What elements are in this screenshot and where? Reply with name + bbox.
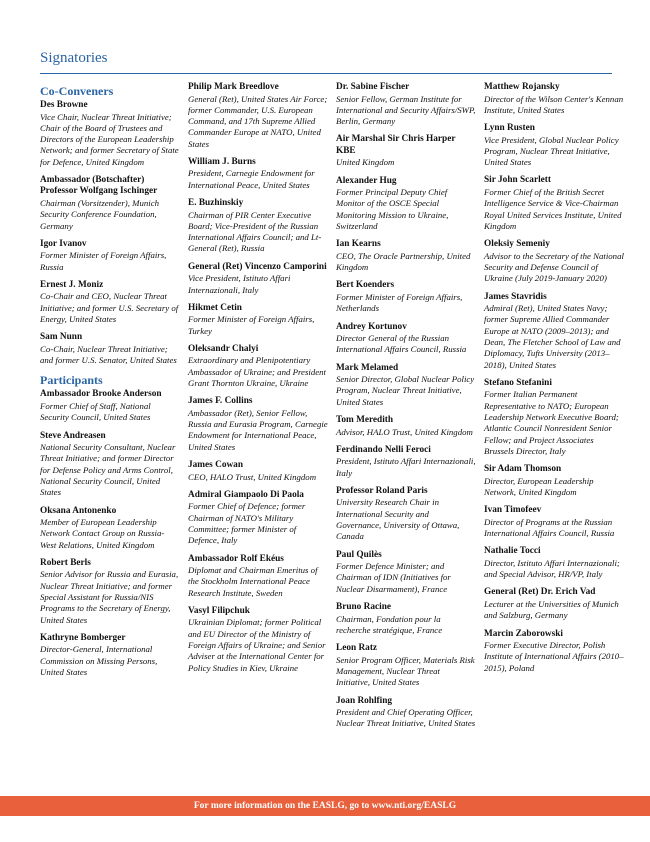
column-1 — [40, 82, 180, 685]
signatory-affiliation: Senior Fellow, German Institute for International and Security Affairs/SWP, Berlin, Germany — [336, 93, 476, 127]
signatory-name: Ambassador Rolf Ekéus — [188, 553, 284, 564]
signatory-name: Robert Berls — [40, 557, 91, 568]
page-title: Signatories — [40, 50, 108, 66]
signatory-entry — [484, 464, 624, 498]
signatory-entry — [188, 262, 328, 296]
signatory-name: Ian Kearns — [336, 239, 381, 250]
signatory-name: Steve Andreasen — [40, 430, 106, 441]
participants-list — [336, 82, 476, 730]
signatory-affiliation: CEO, HALO Trust, United Kingdom — [188, 471, 317, 482]
signatory-entry — [188, 344, 328, 389]
signatory-entry — [188, 460, 328, 483]
signatory-name: Ambassador Brooke Anderson — [40, 389, 162, 400]
signatory-entry — [484, 505, 624, 539]
signatory-affiliation: Chairman, Fondation pour la recherche stratégique, France — [336, 613, 443, 635]
signatory-name: James Cowan — [188, 460, 244, 471]
participants-list — [484, 82, 624, 674]
signatory-entry — [188, 490, 328, 547]
signatory-affiliation: Former Principal Deputy Chief Monitor of the OSCE Special Monitoring Mission to Ukraine, Switzerland — [336, 187, 449, 232]
signatory-affiliation: Former Chief of Staff, National Security Council, United States — [40, 400, 151, 423]
signatory-affiliation: Advisor, HALO Trust, United Kingdom — [336, 426, 473, 437]
signatory-entry — [188, 554, 328, 599]
signatory-name: Andrey Kortunov — [336, 321, 407, 332]
participants-list — [40, 389, 180, 678]
signatory-entry — [484, 629, 624, 674]
signatory-affiliation: Co-Chair, Nuclear Threat Initiative; and former U.S. Senator, United States — [40, 343, 177, 366]
signatory-affiliation: Vice President, Global Nuclear Policy Program, Nuclear Threat Initiative, United States — [484, 134, 619, 168]
signatory-name: Oksana Antonenko — [40, 505, 117, 516]
signatory-entry — [484, 292, 624, 371]
signatory-name: General (Ret) Vincenzo Camporini — [188, 261, 327, 272]
signatory-affiliation: Senior Program Officer, Materials Risk Management, Nuclear Threat Initiative, United States — [336, 654, 475, 688]
signatory-entry — [40, 280, 180, 325]
signatory-name: Oleksandr Chalyi — [188, 343, 259, 354]
signatory-name: Mark Melamed — [336, 362, 399, 373]
signatory-name: Philip Mark Breedlove — [188, 82, 279, 92]
signatory-affiliation: Advisor to the Secretary of the National Security and Defense Council of Ukraine (July 2019-January 2020) — [484, 250, 624, 284]
signatory-affiliation: Director of the Wilson Center's Kennan Institute, United States — [484, 93, 624, 115]
signatory-name: Matthew Rojansky — [484, 82, 560, 92]
signatory-affiliation: Chairman of PIR Center Executive Board; Vice-President of the Russian International Affairs Council; and Lt-General (Ret), Russia — [188, 209, 322, 254]
signatory-entry — [336, 415, 476, 438]
signatory-affiliation: Former Minister of Foreign Affairs, Netherlands — [336, 291, 463, 314]
signatory-affiliation: Former Executive Director, Polish Institute of International Affairs (2010–2015), Poland — [484, 640, 624, 673]
signatory-name: Ernest J. Moniz — [40, 279, 104, 290]
signatory-affiliation: CEO, The Oracle Partnership, United Kingdom — [336, 250, 471, 273]
column-3 — [336, 82, 476, 737]
signatory-entry — [188, 82, 328, 150]
signatory-affiliation: Former Chief of the British Secret Intelligence Service & Vice-Chairman Royal United Services Institute, United Kingdom — [484, 186, 622, 231]
signatory-affiliation: Former Italian Permanent Representative to NATO; European Leadership Network Executive Board; Atlantic Council Nonresident Senior Fellow; and Project Associates Brussels Director, Italy — [484, 389, 619, 456]
participants-heading: Participants — [40, 373, 103, 388]
signatory-affiliation: Admiral (Ret), United States Navy; former Supreme Allied Commander Europe at NATO (2009–2013); and Dean, The Fletcher School of Law and Diplomacy, Tufts University (2013–2018), United States — [484, 303, 621, 370]
signatory-entry — [336, 134, 476, 168]
signatory-affiliation: Senior Advisor for Russia and Eurasia, Nuclear Threat Initiative; and former Special Assistant for Russia/NIS Programs to the Secretary of Energy, United States — [40, 569, 179, 625]
signatory-affiliation: President, Istituto Affari Internazionali, Italy — [336, 456, 476, 478]
signatory-name: Sir John Scarlett — [484, 175, 551, 186]
signatory-entry — [40, 175, 180, 232]
signatory-entry — [40, 332, 180, 366]
signatory-name: James F. Collins — [188, 396, 253, 407]
co-conveners-heading: Co-Conveners — [40, 84, 114, 98]
signatory-name: Joan Rohlfing — [336, 695, 393, 706]
signatory-affiliation: Former Minister of Foreign Affairs, Turkey — [188, 314, 315, 336]
signatory-name: Hikmet Cetin — [188, 302, 242, 313]
signatory-name: Kathryne Bomberger — [40, 632, 126, 643]
signatory-affiliation: United Kingdom — [336, 157, 395, 168]
footer-banner: For more information on the EASLG, go to www.nti.org/EASLG — [0, 796, 650, 816]
signatory-entry — [336, 602, 476, 636]
signatory-entry — [336, 643, 476, 688]
signatory-affiliation: Lecturer at the Universities of Munich and Salzburg, Germany — [484, 598, 619, 621]
signatory-name: Alexander Hug — [336, 175, 397, 186]
signatory-name: E. Buzhinskiy — [188, 198, 244, 209]
signatory-entry — [484, 123, 624, 168]
signatory-affiliation: Ambassador (Ret), Senior Fellow, Russia and Eurasia Program, Carnegie Endowment for International Peace, United States — [188, 407, 328, 452]
signatory-name: Paul Quilès — [336, 549, 382, 560]
signatory-affiliation: General (Ret), United States Air Force; former Commander, U.S. European Command, and 17th Supreme Allied Commander Europe at NATO, United States — [188, 93, 328, 149]
signatory-name: Marcin Zaborowski — [484, 628, 563, 639]
signatory-entry — [336, 696, 476, 730]
signatory-affiliation: Vice Chair, Nuclear Threat Initiative; Chair of the Board of Trustees and Directors of the European Leadership Network; and former Secretary of State for Defence, United Kingdom — [40, 111, 179, 167]
signatory-name: Stefano Stefanini — [484, 377, 552, 388]
signatory-name: James Stavridis — [484, 291, 547, 302]
signatory-entry — [40, 633, 180, 678]
signatory-name: General (Ret) Dr. Erich Vad — [484, 587, 596, 598]
signatory-affiliation: University Research Chair in International Security and Governance, University of Ottawa, Canada — [336, 497, 460, 542]
signatory-name: Ambassador (Botschafter) Professor Wolfgang Ischinger — [40, 174, 158, 197]
co-conveners-list — [40, 100, 180, 366]
signatory-name: Ivan Timofeev — [484, 505, 542, 516]
column-4 — [484, 82, 624, 681]
signatory-entry — [40, 558, 180, 626]
signatory-name: Bert Koenders — [336, 280, 395, 291]
signatory-entry — [484, 546, 624, 580]
signatory-entry — [336, 322, 476, 356]
signatory-affiliation: Diplomat and Chairman Emeritus of the Stockholm International Peace Research Institute, Sweden — [188, 565, 318, 598]
signatory-affiliation: Co-Chair and CEO, Nuclear Threat Initiative; and former U.S. Secretary of Energy, United States — [40, 291, 179, 325]
signatory-entry — [336, 445, 476, 479]
signatory-affiliation: Member of European Leadership Network Contact Group on Russia-West Relations, United Kingdom — [40, 517, 165, 550]
signatory-entry — [484, 378, 624, 457]
signatory-affiliation: Former Minister of Foreign Affairs, Russia — [40, 250, 167, 272]
signatory-entry — [40, 506, 180, 551]
signatory-affiliation: Director-General, International Commission on Missing Persons, United States — [40, 644, 158, 677]
signatory-name: Leon Ratz — [336, 643, 378, 654]
signatory-name: Air Marshal Sir Chris Harper KBE — [336, 134, 456, 156]
signatory-entry — [336, 550, 476, 595]
signatory-entry — [336, 486, 476, 543]
signatory-name: Nathalie Tocci — [484, 546, 541, 557]
signatory-affiliation: President and Chief Operating Officer, Nuclear Threat Initiative, United States — [336, 707, 476, 729]
signatory-name: Sam Nunn — [40, 332, 83, 343]
signatory-name: Admiral Giampaolo Di Paola — [188, 489, 304, 500]
signatory-name: William J. Burns — [188, 156, 256, 167]
signatory-name: Des Browne — [40, 100, 88, 110]
signatory-entry — [336, 363, 476, 408]
signatory-entry — [40, 239, 180, 273]
signatory-entry — [484, 175, 624, 232]
signatory-affiliation: Former Chief of Defence; former Chairman of NATO's Military Committee; former Minister of Defence, Italy — [188, 501, 306, 546]
signatory-entry — [40, 100, 180, 168]
signatory-affiliation: Extraordinary and Plenipotentiary Ambassador of Ukraine; and President Grant Thornton Ukraine, Ukraine — [188, 355, 326, 389]
signatory-name: Professor Roland Paris — [336, 485, 428, 496]
signatory-affiliation: Director General of the Russian International Affairs Council, Russia — [336, 333, 467, 355]
signatory-affiliation: Senior Director, Global Nuclear Policy Program, Nuclear Threat Initiative, United States — [336, 374, 475, 407]
signatory-name: Tom Meredith — [336, 415, 394, 426]
signatory-affiliation: Ukrainian Diplomat; former Political and EU Director of the Ministry of Foreign Affairs of Ukraine; and Senior Adviser at the International Center for Policy Studies in Kiev, Ukraine — [188, 617, 326, 673]
signatory-affiliation: Chairman (Vorsitzender), Munich Security Conference Foundation, Germany — [40, 197, 159, 231]
participants-list — [188, 82, 328, 674]
signatory-entry — [188, 396, 328, 453]
signatory-entry — [40, 389, 180, 423]
signatory-entry — [188, 606, 328, 674]
signatory-name: Lynn Rusten — [484, 123, 535, 134]
signatory-entry — [336, 82, 476, 127]
signatory-entry — [336, 176, 476, 233]
signatory-affiliation: Director of Programs at the Russian International Affairs Council, Russia — [484, 516, 615, 539]
signatory-affiliation: Vice President, Istituto Affari Internazionali, Italy — [188, 273, 291, 295]
signatory-name: Oleksiy Semeniy — [484, 239, 550, 250]
column-2 — [188, 82, 328, 681]
signatory-affiliation: Former Defence Minister; and Chairman of IDN (Initiatives for Nuclear Disarmament), France — [336, 561, 451, 594]
signatory-entry — [188, 303, 328, 337]
signatory-name: Dr. Sabine Fischer — [336, 82, 410, 92]
signatory-affiliation: Director, European Leadership Network, United Kingdom — [484, 475, 594, 497]
signatory-name: Sir Adam Thomson — [484, 464, 562, 475]
signatory-entry — [188, 157, 328, 191]
signatory-entry — [484, 239, 624, 284]
title-rule — [40, 73, 612, 74]
signatory-affiliation: President, Carnegie Endowment for International Peace, United States — [188, 168, 315, 190]
signatory-entry — [336, 280, 476, 314]
signatory-name: Bruno Racine — [336, 602, 392, 613]
signatory-entry — [188, 198, 328, 255]
signatory-affiliation: National Security Consultant, Nuclear Threat Initiative; and former Director for Defense Policy and Arms Control, National Security Council, United States — [40, 442, 176, 498]
signatory-name: Ferdinando Nelli Feroci — [336, 444, 431, 455]
signatory-entry — [336, 239, 476, 273]
signatory-entry — [484, 587, 624, 621]
signatory-name: Igor Ivanov — [40, 238, 87, 249]
signatory-entry — [40, 431, 180, 499]
signatory-affiliation: Director, Istituto Affari Internazionali; and Special Advisor, HR/VP, Italy — [484, 557, 620, 580]
signatory-name: Vasyl Filipchuk — [188, 605, 250, 616]
signatory-entry — [484, 82, 624, 116]
